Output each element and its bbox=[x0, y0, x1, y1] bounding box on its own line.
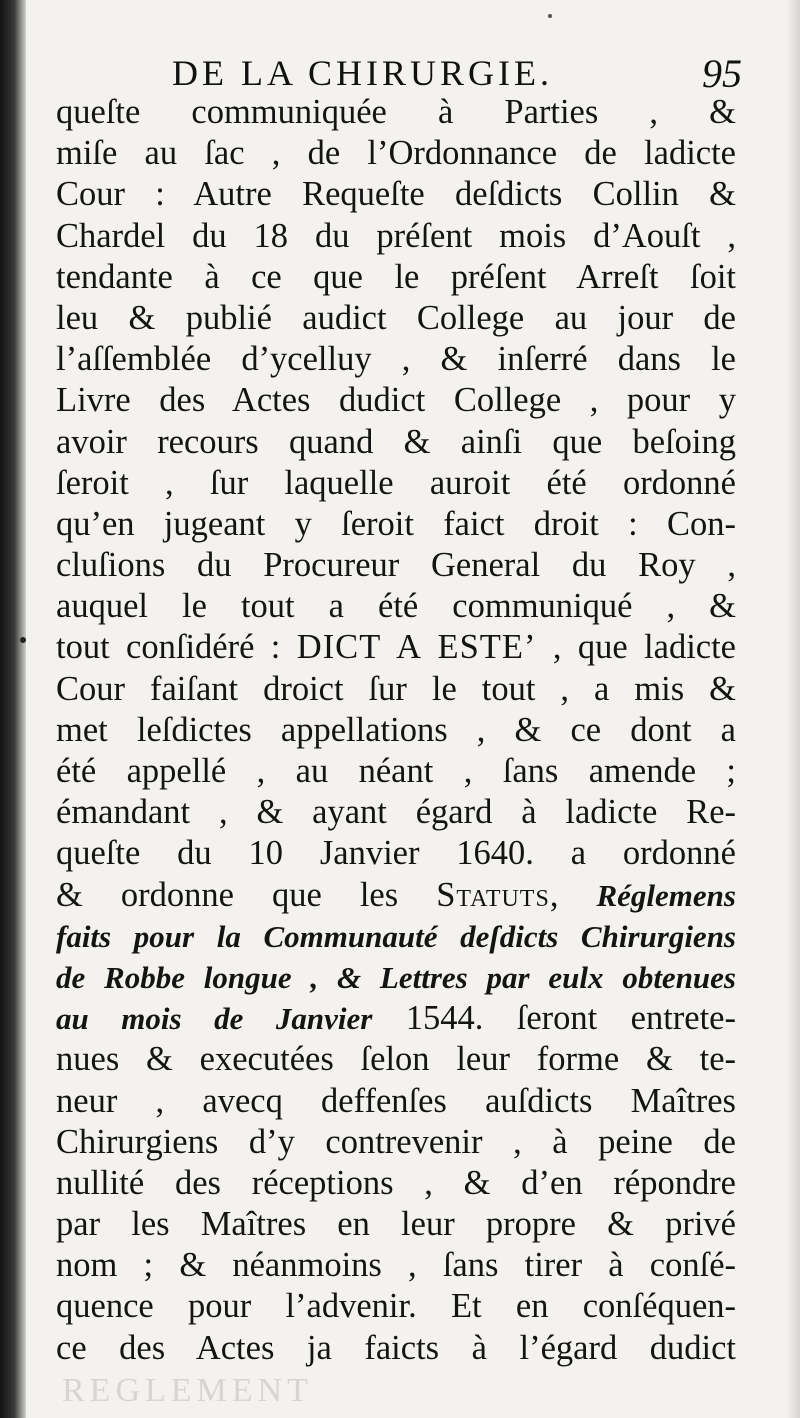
text-segment: neur , avecq deffenſes auſdicts Maîtres bbox=[56, 1081, 736, 1120]
italic-text: de Robbe longue , & Lettres par eulx obtenues bbox=[56, 959, 736, 995]
text-line bbox=[56, 1163, 736, 1204]
text-line bbox=[56, 751, 736, 792]
text-line bbox=[56, 833, 736, 874]
italic-text: Réglemens bbox=[596, 877, 736, 913]
bleed-through-text: REGLEMENT bbox=[62, 1372, 313, 1409]
text-segment: nues & executées ſelon leur forme & te- bbox=[56, 1040, 736, 1079]
binding-gutter-shadow bbox=[0, 0, 26, 1418]
text-line bbox=[56, 545, 736, 586]
text-line bbox=[56, 504, 736, 545]
text-line bbox=[56, 710, 736, 751]
text-segment: , bbox=[549, 875, 597, 914]
text-line bbox=[56, 1328, 736, 1369]
text-segment: queſte communiquée à Parties , & bbox=[56, 93, 736, 131]
text-line bbox=[56, 298, 736, 339]
text-line bbox=[56, 1081, 736, 1122]
text-segment: Chirurgiens d’y contrevenir , à peine de bbox=[56, 1122, 736, 1161]
text-segment: Chardel du 18 du préſent mois d’Aouſt , bbox=[56, 216, 736, 255]
text-line bbox=[56, 792, 736, 833]
text-line bbox=[56, 875, 736, 916]
text-segment: Cour : Autre Requeſte deſdicts Collin & bbox=[56, 175, 736, 214]
text-segment: émandant , & ayant égard à ladicte Re- bbox=[56, 793, 736, 832]
page-header bbox=[172, 52, 742, 96]
small-caps-text: DICT A ESTE’ bbox=[296, 628, 537, 667]
page-number: 95 bbox=[702, 51, 742, 96]
text-line bbox=[56, 463, 736, 504]
text-segment: nullité des réceptions , & d’en répondre bbox=[56, 1163, 736, 1202]
page-edge bbox=[786, 0, 800, 1418]
text-segment: ce des Actes ja faicts à l’égard dudict bbox=[56, 1328, 736, 1367]
text-segment: nom ; & néanmoins , ſans tirer à conſé- bbox=[56, 1246, 736, 1285]
margin-ink-dot bbox=[20, 637, 26, 643]
text-segment: met leſdictes appellations , & ce dont a bbox=[56, 710, 736, 749]
text-line bbox=[56, 92, 736, 133]
italic-text: faits pour la Communauté deſdicts Chirurgiens bbox=[56, 918, 736, 954]
text-segment: qu’en jugeant y ſeroit faict droit : Con- bbox=[56, 504, 736, 543]
text-line bbox=[56, 1122, 736, 1163]
text-line bbox=[56, 133, 736, 174]
text-line bbox=[56, 586, 736, 627]
text-segment: l’aſſemblée d’ycelluy , & inſerré dans le bbox=[56, 340, 736, 379]
text-segment: , que ladicte bbox=[536, 628, 736, 667]
text-segment: avoir recours quand & ainſi que beſoing bbox=[56, 422, 736, 461]
text-segment: cluſions du Procureur General du Roy , bbox=[56, 546, 736, 585]
text-segment: 1544. ſeront entrete- bbox=[372, 999, 736, 1038]
text-line bbox=[56, 1245, 736, 1286]
text-line bbox=[56, 1039, 736, 1080]
small-caps-text: Statuts bbox=[436, 875, 550, 914]
text-segment: ſeroit , ſur laquelle auroit été ordonné bbox=[56, 463, 736, 502]
text-line bbox=[56, 422, 736, 463]
text-segment: queſte du 10 Janvier 1640. a ordonné bbox=[56, 834, 736, 873]
ink-speck bbox=[548, 14, 552, 18]
text-segment: auquel le tout a été communiqué , & bbox=[56, 587, 736, 626]
text-segment: été appellé , au néant , ſans amende ; bbox=[56, 752, 736, 790]
text-line bbox=[56, 380, 736, 421]
text-line bbox=[56, 339, 736, 380]
text-line bbox=[56, 1286, 736, 1327]
text-segment: quence pour l’advenir. Et en conſéquen- bbox=[56, 1287, 736, 1326]
text-segment: miſe au ſac , de l’Ordonnance de ladicte bbox=[56, 134, 736, 173]
text-segment: tendante à ce que le préſent Arreſt ſoit bbox=[56, 257, 736, 296]
text-line bbox=[56, 627, 736, 668]
text-line bbox=[56, 957, 736, 998]
text-segment: Cour faiſant droict ſur le tout , a mis & bbox=[56, 669, 736, 708]
running-head: DE LA CHIRURGIE. bbox=[172, 53, 553, 93]
text-line bbox=[56, 257, 736, 298]
text-line bbox=[56, 1204, 736, 1245]
text-segment: leu & publié audict College au jour de bbox=[56, 298, 736, 337]
text-line bbox=[56, 916, 736, 957]
text-segment: tout conſidéré : bbox=[56, 628, 297, 667]
text-line bbox=[56, 669, 736, 710]
text-segment: & ordonne que les bbox=[56, 875, 437, 914]
text-segment: par les Maîtres en leur propre & privé bbox=[56, 1205, 736, 1244]
text-line bbox=[56, 174, 736, 215]
text-line bbox=[56, 216, 736, 257]
text-line bbox=[56, 998, 736, 1039]
body-text bbox=[56, 92, 736, 1369]
italic-text: au mois de Janvier bbox=[56, 1001, 373, 1037]
text-segment: Livre des Actes dudict College , pour y bbox=[56, 381, 736, 420]
